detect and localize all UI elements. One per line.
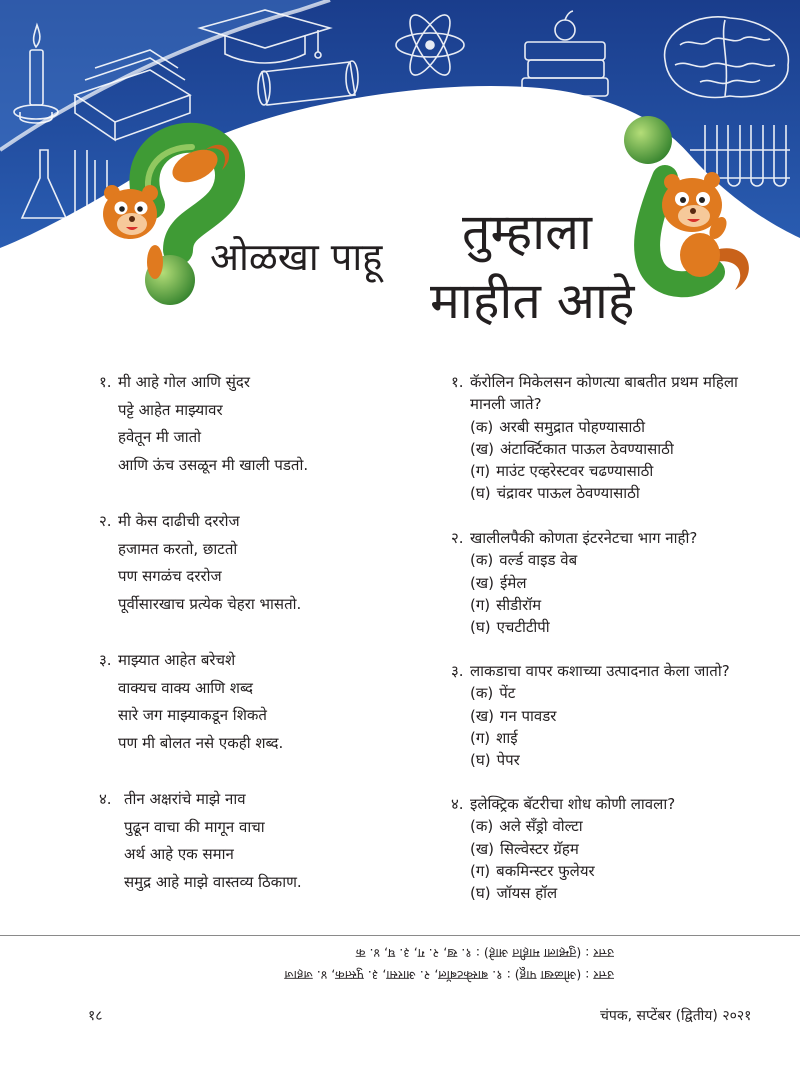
riddle-line: पण सगळंच दररोज	[118, 567, 222, 585]
question-text: कॅरोलिन मिकेलसन कोणत्या बाबतीत प्रथम महिला	[470, 373, 738, 391]
option-label: (क)	[470, 817, 494, 836]
upside-down-answers	[248, 942, 614, 986]
option-label: (घ)	[470, 751, 491, 770]
option-label: (ख)	[470, 573, 494, 592]
riddle-line: मी आहे गोल आणि सुंदर	[118, 373, 251, 391]
riddle-line: सारे जग माझ्याकडून शिकते	[118, 706, 267, 724]
option-label: (क)	[470, 684, 494, 703]
option-label: (ख)	[470, 706, 494, 725]
info-i-character	[624, 116, 749, 290]
divider	[0, 935, 800, 936]
option-ka	[470, 682, 730, 704]
option-gha	[470, 616, 697, 638]
question-number: १.	[451, 373, 464, 391]
riddle-line: आणि ऊंच उसळून मी खाली पडतो.	[118, 455, 309, 474]
question-number: ४.	[451, 795, 464, 813]
option-text: सिल्वेस्टर ग्रॅहम	[499, 839, 579, 858]
option-gha	[470, 749, 730, 771]
option-label: (घ)	[470, 884, 491, 903]
question-text: मानली जाते?	[470, 395, 542, 414]
option-label: (ग)	[470, 861, 491, 880]
riddle-line: तीन अक्षरांचे माझे नाव	[124, 790, 246, 808]
option-kha	[470, 705, 730, 727]
riddle-3	[99, 647, 284, 757]
option-kha	[470, 438, 738, 460]
question-number: २.	[451, 529, 464, 547]
option-ka	[470, 416, 738, 438]
riddle-2	[99, 508, 302, 618]
i-dot	[624, 116, 672, 164]
question-number: ३.	[451, 662, 464, 680]
option-ka	[470, 815, 675, 837]
option-text: पेपर	[496, 751, 520, 770]
riddle-line: माझ्यात आहेत बरेचशे	[118, 651, 236, 669]
question-1	[451, 371, 738, 505]
option-label: (क)	[470, 551, 494, 570]
riddle-1	[99, 369, 309, 479]
question-text: इलेक्ट्रिक बॅटरीचा शोध कोणी लावला?	[470, 795, 676, 813]
option-text: वर्ल्ड वाइड वेब	[499, 551, 578, 570]
riddle-4	[99, 786, 302, 896]
issue-info: चंपक, सप्टेंबर (द्वितीय) २०२१	[600, 1008, 752, 1024]
option-text: चंद्रावर पाऊल ठेवण्यासाठी	[496, 484, 640, 503]
option-text: गन पावडर	[499, 706, 557, 725]
option-text: ईमेल	[499, 573, 527, 592]
question-text: खालीलपैकी कोणता इंटरनेटचा भाग नाही?	[470, 529, 698, 547]
question-text: लाकडाचा वापर कशाच्या उत्पादनात केला जातो?	[470, 662, 730, 680]
option-label: (ग)	[470, 462, 491, 481]
option-ka	[470, 549, 697, 571]
page-number: १८	[88, 1008, 103, 1024]
option-text: अरबी समुद्रात पोहण्यासाठी	[499, 417, 646, 436]
option-text: अले सँड्रो वोल्टा	[499, 817, 583, 836]
riddle-number: ४.	[99, 790, 112, 808]
question-4	[451, 793, 676, 904]
riddle-line: हजामत करतो, छाटतो	[118, 539, 238, 558]
option-text: जॉयस हॉल	[496, 884, 558, 903]
riddle-answers: उत्तर : (ओळखा पाहू) : १. बास्केटबॉल, २. आरसा, ३. पुस्तक, ४. जहाज	[284, 968, 614, 983]
option-text: एचटीटीपी	[496, 618, 550, 637]
option-label: (ग)	[470, 595, 491, 614]
riddle-line: मी केस दाढीची दररोज	[118, 512, 240, 530]
option-label: (घ)	[470, 484, 491, 503]
quiz-answers: उत्तर : (तुम्हाला माहीत आहे) : १. ख, २. ग, ३. घ, ४. क	[355, 946, 614, 961]
riddle-number: २.	[99, 512, 112, 530]
riddle-line: पण मी बोलत नसे एकही शब्द.	[118, 733, 284, 752]
option-text: शाई	[496, 728, 518, 747]
riddle-line: पूर्वीसारखाच प्रत्येक चेहरा भासतो.	[118, 594, 302, 613]
option-gha	[470, 882, 675, 904]
riddle-section-title: ओळखा पाहू	[210, 235, 383, 279]
option-label: (क)	[470, 417, 494, 436]
option-label: (घ)	[470, 618, 491, 637]
option-label: (ख)	[470, 439, 494, 458]
option-label: (ग)	[470, 728, 491, 747]
option-text: पेंट	[499, 684, 516, 703]
option-kha	[470, 838, 675, 860]
riddle-line: पट्टे आहेत माझ्यावर	[118, 400, 223, 419]
option-text: बकमिन्स्टर फुलेयर	[496, 861, 595, 880]
characters	[0, 0, 800, 320]
option-label: (ख)	[470, 839, 494, 858]
option-text: सीडीरॉम	[496, 595, 542, 614]
riddle-line: हवेतून मी जातो	[118, 428, 202, 446]
option-ga	[470, 594, 697, 616]
option-kha	[470, 572, 697, 594]
option-ga	[470, 460, 738, 482]
quiz-section-title-line1: तुम्हाला	[462, 203, 592, 261]
option-ga	[470, 727, 730, 749]
riddle-line: अर्थ आहे एक समान	[124, 845, 234, 863]
riddle-number: १.	[99, 373, 112, 391]
question-2	[451, 527, 698, 638]
riddle-line: वाक्यच वाक्य आणि शब्द	[118, 678, 253, 697]
riddle-number: ३.	[99, 651, 112, 669]
question-3	[451, 660, 730, 771]
option-text: माउंट एव्हरेस्टवर चढण्यासाठी	[496, 462, 654, 481]
option-gha	[470, 482, 738, 504]
option-text: अंटार्क्टिकात पाऊल ठेवण्यासाठी	[499, 439, 674, 458]
riddle-line: समुद्र आहे माझे वास्तव्य ठिकाण.	[124, 872, 302, 891]
option-ga	[470, 860, 675, 882]
riddle-line: पुढून वाचा की मागून वाचा	[124, 817, 265, 836]
quiz-section-title-line2: माहीत आहे	[430, 272, 635, 330]
